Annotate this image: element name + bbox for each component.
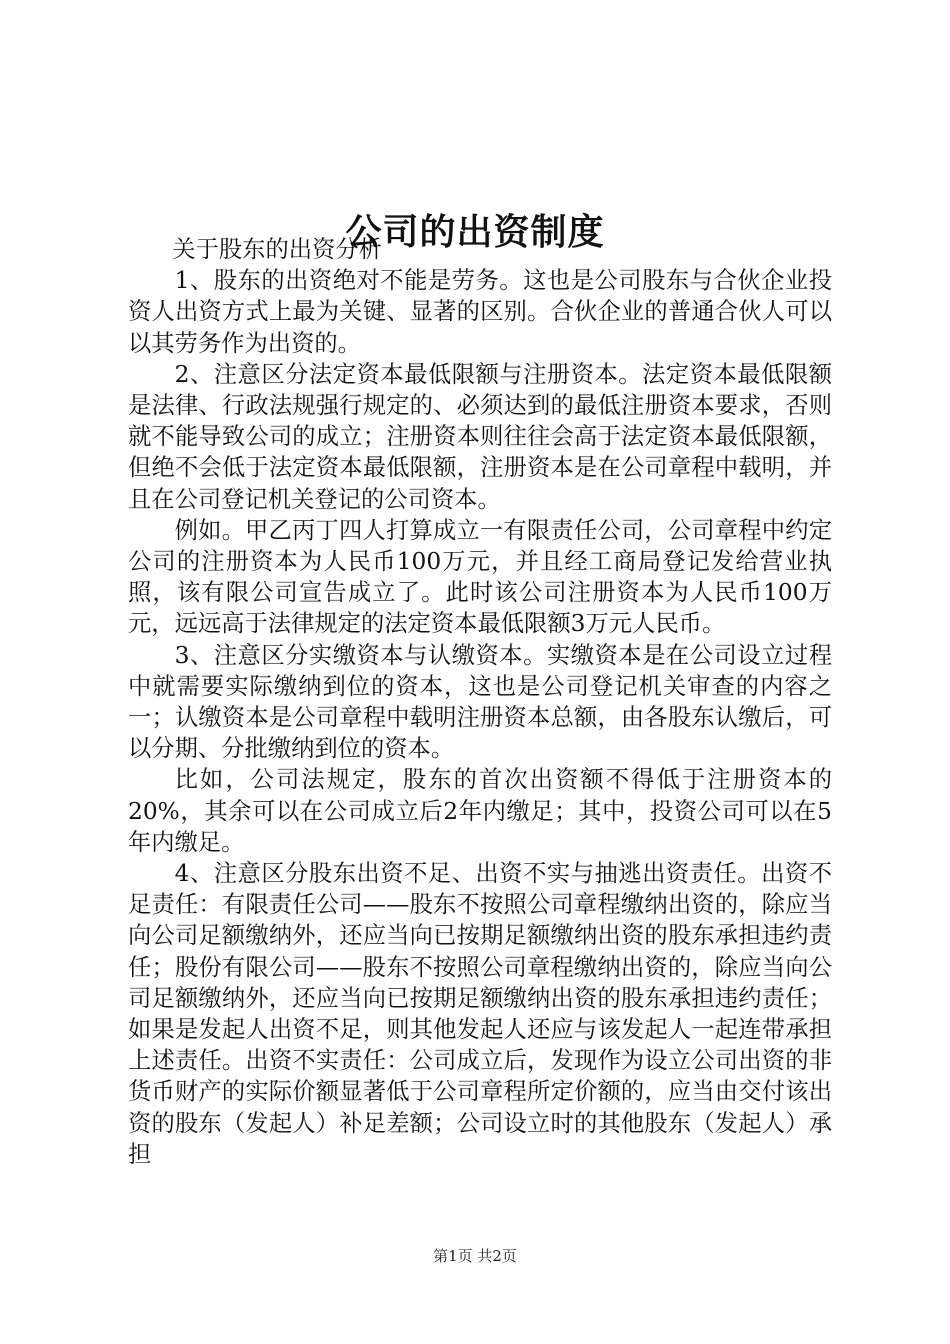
document-title: 公司的出资制度 bbox=[345, 211, 605, 254]
paragraph-point-1: 1、股东的出资绝对不能是劳务。这也是公司股东与合伙企业投资人出资方式上最为关键、显著的区别。合伙企业的普通合伙人可以以其劳务作为出资的。 bbox=[128, 267, 832, 357]
page-footer: 第1页 共2页 bbox=[433, 1247, 517, 1265]
paragraph-point-3: 3、注意区分实缴资本与认缴资本。实缴资本是在公司设立过程中就需要实际缴纳到位的资本，这也是公司登记机关审查的内容之一；认缴资本是公司章程中载明注册资本总额，由各股东认缴后，可以分期、分批缴纳到位的资本。 bbox=[128, 641, 832, 763]
paragraph-example: 例如。甲乙丙丁四人打算成立一有限责任公司，公司章程中约定公司的注册资本为人民币100万元，并且经工商局登记发给营业执照，该有限公司宣告成立了。此时该公司注册资本为人民币100万元，远远高于法律规定的法定资本最低限额3万元人民币。 bbox=[128, 516, 832, 638]
paragraph-point-2: 2、注意区分法定资本最低限额与注册资本。法定资本最低限额是法律、行政法规强行规定的、必须达到的最低注册资本要求，否则就不能导致公司的成立；注册资本则往往会高于法定资本最低限额，但绝不会低于法定资本最低限额，注册资本是在公司章程中载明，并且在公司登记机关登记的公司资本。 bbox=[128, 360, 832, 513]
paragraph-comparison: 比如，公司法规定，股东的首次出资额不得低于注册资本的20%，其余可以在公司成立后2年内缴足；其中，投资公司可以在5年内缴足。 bbox=[128, 766, 832, 856]
document-body bbox=[128, 234, 832, 1170]
paragraph-subheading: 关于股东的出资分析 bbox=[172, 236, 382, 263]
paragraph-point-4: 4、注意区分股东出资不足、出资不实与抽逃出资责任。出资不足责任：有限责任公司——股东不按照公司章程缴纳出资的，除应当向公司足额缴纳外，还应当向已按期足额缴纳出资的股东承担违约责任；股份有限公司——股东不按照公司章程缴纳出资的，除应当向公司足额缴纳外，还应当向已按期足额缴纳出资的股东承担违约责任；如果是发起人出资不足，则其他发起人还应与该发起人一起连带承担上述责任。出资不实责任：公司成立后，发现作为设立公司出资的非货币财产的实际价额显著低于公司章程所定价额的，应当由交付该出资的股东（发起人）补足差额；公司设立时的其他股东（发起人）承担 bbox=[128, 860, 832, 1168]
